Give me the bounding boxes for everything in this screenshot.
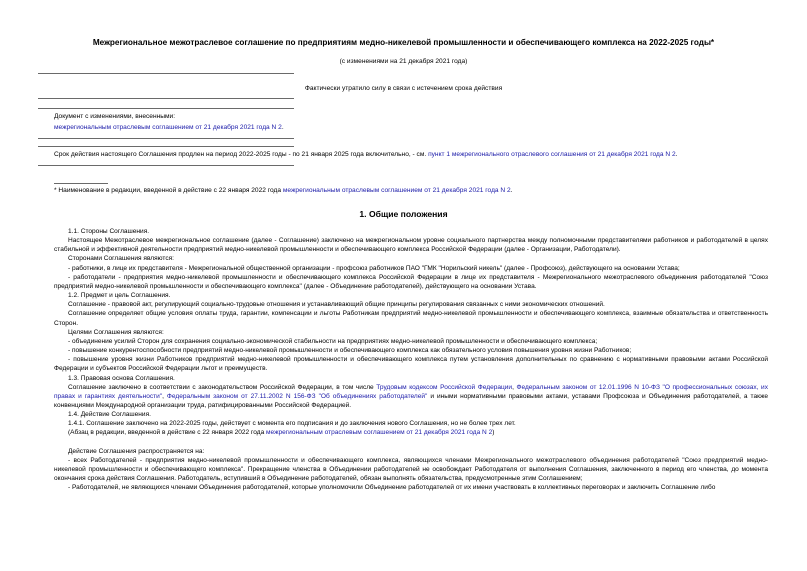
paragraph: Соглашение определяет общие условия оплаты труда, гарантии, компенсации и льготы Работникам предприятий медно-никелевой промышленности и обеспечивающего комплекса, взаимные обязательства и ответственность Сторон. xyxy=(54,310,768,327)
status-note: Фактически утратило силу в связи с истечением срока действия xyxy=(304,85,503,92)
term-extension-link[interactable]: пункт 1 межрегионального отраслевого соглашения от 21 декабря 2021 года N 2 xyxy=(428,151,676,158)
employers-associations-law-link[interactable]: Федеральным законом от 27.11.2002 N 156-ФЗ "Об объединениях работодателей" xyxy=(166,392,428,400)
divider xyxy=(38,138,294,139)
document-body xyxy=(54,227,768,492)
paragraph: Целями Соглашения являются: xyxy=(68,328,164,336)
labor-code-link[interactable]: Трудовым кодексом Российской Федерации xyxy=(376,383,513,391)
trade-unions-law-link[interactable]: Федеральным законом от 12.01.1996 N 10-ФЗ "О профессиональных союзах, их правах и гарантиях деятельности" xyxy=(54,383,768,400)
paragraph: Сторонами Соглашения являются: xyxy=(68,255,174,263)
paragraph: - работодатели - предприятия медно-никелевой промышленности и обеспечивающего комплекса Российской Федерации в лице их представителя - Межрегионального межотраслевого объединения работодателей "Союз предприятий медно-никелевой промышленности и обеспечивающего комплекса" (далее - Объединение работодателей), действующего на основании Устава. xyxy=(54,273,768,290)
footnote: * Наименование в редакции, введенной в действие с 22 января 2022 года межрегиональным отраслевым соглашением от 21 декабря 2021 года N 2. xyxy=(54,187,513,194)
paragraph: - Работодателей, не являющихся членами Объединения работодателей, которые уполномочили Объединение работодателей от их имени участвовать в коллективных переговорах и заключить Соглашение либо xyxy=(68,484,716,492)
paragraph: 1.4.1. Соглашение заключено на 2022-2025 годы, действует с момента его подписания и до заключения нового Соглашения, но не более трех лет. xyxy=(68,420,516,428)
paragraph: Действие Соглашения распространяется на: xyxy=(68,447,205,455)
amendment-inline-link[interactable]: межрегиональным отраслевым соглашением от 21 декабря 2021 года N 2 xyxy=(266,429,493,437)
paragraph: Соглашение заключено в соответствии с законодательством Российской Федерации, в том числе Трудовым кодексом Российской Федерации, Федеральным законом от 12.01.1996 N 10-ФЗ "О профессиональных союзах, их правах и гарантиях деятельности", Федеральным законом от 27.11.2002 N 156-ФЗ "Об объединениях работодателей" и иными нормативными правовыми актами, уставами Профсоюза и Объединения работодателей, а также конвенциями Международной организации труда, ратифицированными Российской Федерацией. xyxy=(54,383,769,409)
amendment-link[interactable]: межрегиональным отраслевым соглашением от 21 декабря 2021 года N 2 xyxy=(54,124,282,131)
paragraph: Настоящее Межотраслевое межрегиональное соглашение (далее - Соглашение) заключено на межрегиональном уровне социального партнерства между полномочными представителями работников и работодателей в целях стабильной и эффективной деятельности предприятий медно-никелевой промышленности и обеспечивающего комплекса Российской Федерации (далее - Организации, Работодатели). xyxy=(54,237,768,254)
footnote-divider xyxy=(54,183,108,184)
document-page: Межрегиональное межотраслевое соглашение по предприятиям медно-никелевой промышленности и обеспечивающего комплекса на 2022-2025 годы* (с изменениями на 21 декабря 2021 года) Фактически утратило силу в связи с истечением срока действия Документ с изменениями, внесенными: межрегиональным отраслевым соглашением от 21 декабря 2021 года N 2. Срок действия настоящего Соглашения продлен на период 2022-2025 годы - по 21 января 2025 года включительно, - см. пункт 1 межрегионального отраслевого соглашения от 21 декабря 2021 года N 2. * Наименование в редакции, введенной в действие с 22 января 2022 года межрегиональным отраслевым соглашением от 21 декабря 2021 года N 2. 1. Общие положения 1.1. Стороны Соглашения. Настоящее Межотраслевое межрегиональное соглашение (далее - Соглашение) заключено на межрегиональном уровне социального партнерства между полномочными представителями работников и работодателей в целях стабильной и эффективной деятельности предприятий медно-никелевой промышленности и обеспечивающего комплекса Российской Федерации (далее - Организации, Работодатели). Сторонами Соглашения являются: - работники, в лице их представителя - Межрегиональной общественной организации - профсоюз работников ПАО "ГМК "Норильский никель" (далее - Профсоюз), действующего на основании Устава; - работодатели - предприятия медно-никелевой промышленности и обеспечивающего комплекса Российской Федерации в лице их представителя - Межрегионального межотраслевого объединения работодателей "Союз предприятий медно-никелевой промышленности и обеспечивающего комплекса" (далее - Объединение работодателей), действующего на основании Устава. 1.2. Предмет и цель Соглашения. Соглашение - правовой акт, регулирующий социально-трудовые отношения и устанавливающий общие принципы регулирования связанных с ними экономических отношений. Соглашение определяет общие условия оплаты труда, гарантии, компенсации и льготы Работникам предприятий медно-никелевой промышленности и обеспечивающего комплекса, взаимные обязательства и ответственность Сторон. Целями Соглашения являются: - объединение усилий Сторон для сохранения социально-экономической стабильности на предприятиях медно-никелевой промышленности и обеспечивающего комплекса; - повышение конкурентоспособности предприятий медно-никелевой промышленности и обеспечивающего комплекса как обязательного условия повышения уровня жизни Работников; - повышение уровня жизни Работников предприятий медно-никелевой промышленности и обеспечивающего комплекса путем установления дополнительных по сравнению с нормативными правовыми актами Российской Федерации и субъектов Российской Федерации льгот и преимуществ. 1.3. Правовая основа Соглашения. Соглашение заключено в соответствии с законодательством Российской Федерации, в том числе Трудовым кодексом Российской Федерации, Федеральным законом от 12.01.1996 N 10-ФЗ "О профессиональных союзах, их правах и гарантиях деятельности", Федеральным законом от 27.11.2002 N 156-ФЗ "Об объединениях работодателей" и иными нормативными правовыми актами, уставами Профсоюза и Объединения работодателей, а также конвенциями Международной организации труда, ратифицированными Российской Федерацией. 1.4. Действие Соглашения. 1.4.1. Соглашение заключено на 2022-2025 годы, действует с момента его подписания и до заключения нового Соглашения, но не более трех лет. (Абзац в редакции, введенной в действие с 22 января 2022 года межрегиональным отраслевым соглашением от 21 декабря 2021 года N 2) Действие Соглашения распространяется на: - всех Работодателей - предприятия медно-никелевой промышленности и обеспечивающего комплекса, являющихся членами Межрегионального межотраслевого объединения работодателей "Союз предприятий медно-никелевой промышленности и обеспечивающего комплекса". Прекращение членства в Объединении работодателей не освобождает Работодателя от выполнения Соглашения, заключенного в период его членства, до момента окончания срока действия Соглашения. Работодатель, вступивший в Объединение работодателей, обязан выполнять обязательства, предусмотренные этим Соглашением; - Работодателей, не являющихся членами Объединения работодателей, которые уполномочили Объединение работодателей от их имени участвовать в коллективных переговорах и заключить Соглашение либо xyxy=(0,0,807,571)
paragraph: 1.3. Правовая основа Соглашения. xyxy=(68,374,175,382)
divider xyxy=(38,73,294,74)
divider xyxy=(38,165,294,166)
paragraph: 1.4. Действие Соглашения. xyxy=(68,411,151,419)
divider xyxy=(38,108,294,109)
revision-note: (с изменениями на 21 декабря 2021 года) xyxy=(339,58,468,65)
term-extension-note: Срок действия настоящего Соглашения продлен на период 2022-2025 годы - по 21 января 2025 года включительно, - см. пункт 1 межрегионального отраслевого соглашения от 21 декабря 2021 года N 2. xyxy=(54,151,678,158)
document-title: Межрегиональное межотраслевое соглашение по предприятиям медно-никелевой промышленности и обеспечивающего комплекса на 2022-2025 годы* xyxy=(92,38,715,47)
paragraph: Соглашение - правовой акт, регулирующий социально-трудовые отношения и устанавливающий общие принципы регулирования связанных с ними экономических отношений. xyxy=(68,301,605,309)
paragraph: 1.1. Стороны Соглашения. xyxy=(68,228,150,235)
paragraph: - всех Работодателей - предприятия медно-никелевой промышленности и обеспечивающего комплекса, являющихся членами Межрегионального межотраслевого объединения работодателей "Союз предприятий медно-никелевой промышленности и обеспечивающего комплекса". Прекращение членства в Объединении работодателей не освобождает Работодателя от выполнения Соглашения, заключенного в период его членства, до момента окончания срока действия Соглашения. Работодатель, вступивший в Объединение работодателей, обязан выполнять обязательства, предусмотренные этим Соглашением; xyxy=(54,456,768,483)
paragraph: - работники, в лице их представителя - Межрегиональной общественной организации - профсоюз работников ПАО "ГМК "Норильский никель" (далее - Профсоюз), действующего на основании Устава; xyxy=(68,264,680,272)
paragraph: - повышение уровня жизни Работников предприятий медно-никелевой промышленности и обеспечивающего комплекса путем установления дополнительных по сравнению с нормативными правовыми актами Российской Федерации и субъектов Российской Федерации льгот и преимуществ. xyxy=(54,356,768,373)
paragraph: 1.2. Предмет и цель Соглашения. xyxy=(68,292,171,300)
footnote-link[interactable]: межрегиональным отраслевым соглашением от 21 декабря 2021 года N 2 xyxy=(282,187,511,194)
divider xyxy=(38,98,294,99)
paragraph: - объединение усилий Сторон для сохранения социально-экономической стабильности на предприятиях медно-никелевой промышленности и обеспечивающего комплекса; xyxy=(68,337,598,345)
amendment-label: Документ с изменениями, внесенными: xyxy=(54,113,176,120)
paragraph: (Абзац в редакции, введенной в действие с 22 января 2022 года межрегиональным отраслевым соглашением от 21 декабря 2021 года N 2) xyxy=(68,429,495,437)
divider xyxy=(38,146,294,147)
paragraph: - повышение конкурентоспособности предприятий медно-никелевой промышленности и обеспечивающего комплекса как обязательного условия повышения уровня жизни Работников; xyxy=(68,347,632,355)
section-heading: 1. Общие положения xyxy=(359,209,448,219)
